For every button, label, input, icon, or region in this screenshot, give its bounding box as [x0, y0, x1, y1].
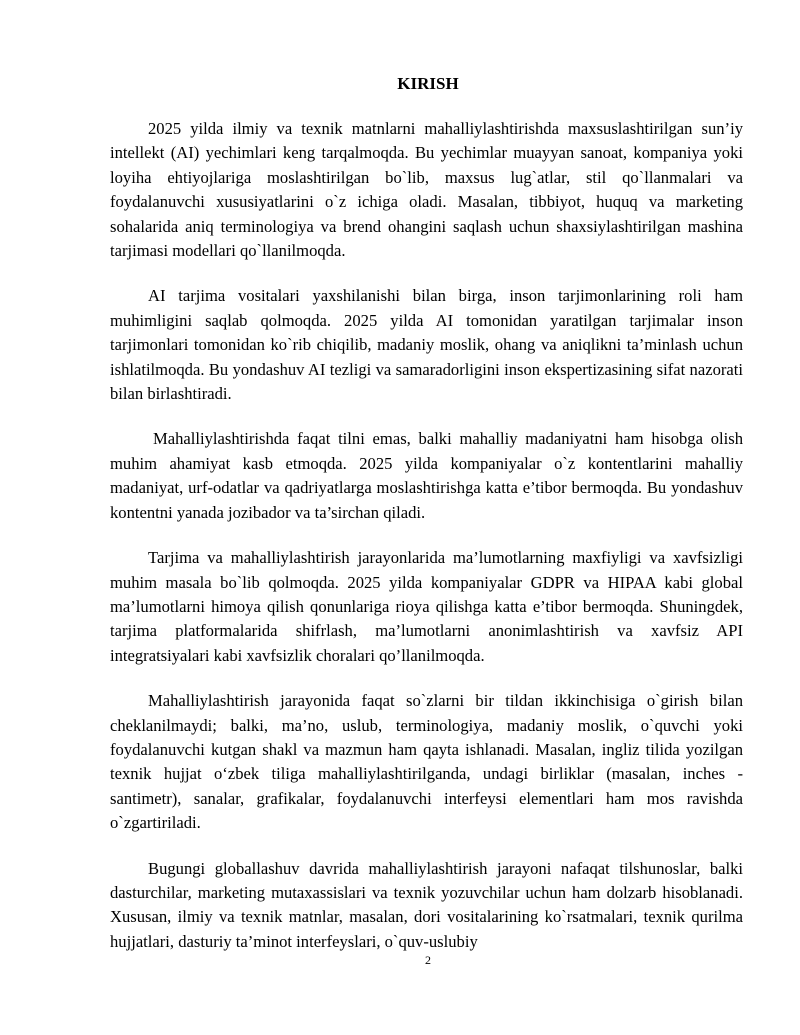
section-title: KIRISH [397, 74, 459, 93]
paragraph: Mahalliylashtirish jarayonida faqat so`zlarni bir tildan ikkinchisiga o`girish bilan cheklanilmaydi; balki, ma’no, uslub, terminologiya, madaniy moslik, o`quvchi yoki foydalanuvchi kutgan shakl va mazmun ham qayta ishlanadi. Masalan, ingliz tilida yozilgan texnik hujjat o‘zbek tiliga mahalliylashtirilganda, undagi birliklar (masalan, inches - santimetr), sanalar, grafikalar, foydalanuvchi interfeysi elementlari ham mos ravishda o`zgartiriladi. [110, 691, 743, 833]
page-number: 2 [425, 953, 431, 967]
paragraph: Tarjima va mahalliylashtirish jarayonlarida ma’lumotlarning maxfiyligi va xavfsizligi muhim masala bo`lib qolmoqda. 2025 yilda kompaniyalar GDPR va HIPAA kabi global ma’lumotlarni himoya qilish qonunlariga rioya qilishga katta e’tibor bermoqda. Shuningdek, tarjima platformalarida shifrlash, ma’lumotlarni anonimlashtirish va xavfsiz API integratsiyalari kabi xavfsizlik choralari qo’llanilmoqda. [110, 548, 743, 665]
paragraph: Mahalliylashtirishda faqat tilni emas, balki mahalliy madaniyatni ham hisobga olish muhim ahamiyat kasb etmoqda. 2025 yilda kompaniyalar o`z kontentlarini mahalliy madaniyat, urf-odatlar va qadriyatlarga moslashtirishga katta e’tibor bermoqda. Bu yondashuv kontentni yanada jozibador va ta’sirchan qiladi. [110, 429, 743, 522]
paragraph: Bugungi globallashuv davrida mahalliylashtirish jarayoni nafaqat tilshunoslar, balki dasturchilar, marketing mutaxassislari va texnik yozuvchilar uchun ham dolzarb hisoblanadi. Xususan, ilmiy va texnik matnlar, masalan, dori vositalarining ko`rsatmalari, texnik qurilma hujjatlari, dasturiy ta’minot interfeyslari, o`quv-uslubiy [110, 858, 743, 951]
paragraph: 2025 yilda ilmiy va texnik matnlarni mahalliylashtirishda maxsuslashtirilgan sun’iy intellekt (AI) yechimlari keng tarqalmoqda. Bu yechimlar muayyan sanoat, kompaniya yoki loyiha ehtiyojlariga moslashtirilgan bo`lib, maxsus lug`atlar, stil qo`llanmalari va foydalanuvchi xususiyatlarini o`z ichiga oladi. Masalan, tibbiyot, huquq va marketing sohalarida aniq terminologiya va brend ohangini saqlash uchun shaxsiylashtirilgan mashina tarjimasi modellari qo`llanilmoqda. [110, 119, 743, 261]
document-body [110, 117, 743, 954]
paragraph: AI tarjima vositalari yaxshilanishi bilan birga, inson tarjimonlarining roli ham muhimligini saqlab qolmoqda. 2025 yilda AI tomonidan yaratilgan tarjimalar inson tarjimonlari tomonidan ko`rib chiqilib, madaniy moslik, ohang va aniqlikni ta’minlash uchun ishlatilmoqda. Bu yondashuv AI tezligi va samaradorligini inson ekspertizasining sifat nazorati bilan birlashtiradi. [110, 286, 743, 404]
